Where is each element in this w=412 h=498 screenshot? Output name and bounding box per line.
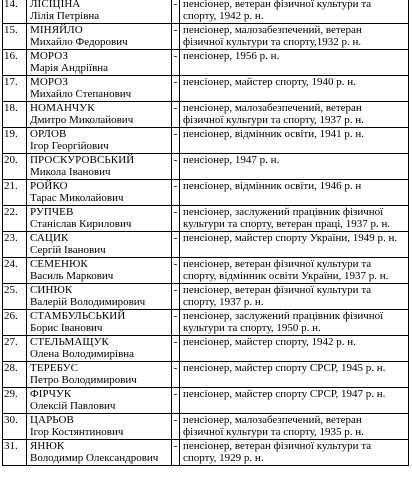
given-name: Сергій Іванович (30, 244, 106, 256)
person-name-cell (27, 0, 172, 24)
given-name: Олена Володимирівна (30, 348, 135, 360)
given-name: Володимир Олександрович (30, 452, 159, 464)
given-name: Олексій Павлович (30, 400, 116, 412)
given-name: Василь Маркович (30, 270, 114, 282)
dash-separator: - (172, 206, 180, 232)
table-row (3, 388, 409, 414)
dash-separator: - (172, 310, 180, 336)
dash-separator: - (172, 24, 180, 50)
given-name: Михайло Федорович (30, 36, 128, 48)
dash-separator: - (172, 232, 180, 258)
given-name: Станіслав Кирилович (30, 218, 132, 230)
person-name-cell (27, 414, 172, 440)
given-name: Валерій Володимирович (30, 296, 146, 308)
row-number: 30. (3, 414, 27, 440)
row-number: 31. (3, 440, 27, 466)
table-row (3, 232, 409, 258)
person-name-cell (27, 362, 172, 388)
description-cell (180, 284, 409, 310)
dash-separator: - (172, 336, 180, 362)
dash-separator: - (172, 76, 180, 102)
surname: ЦАРЬОВ (30, 414, 74, 426)
dash-separator: - (172, 362, 180, 388)
surname: МОРОЗ (30, 76, 68, 88)
description-line-1: пенсіонер, малозабезпечений, ветеран (183, 24, 362, 36)
row-number: 20. (3, 154, 27, 180)
given-name: Марія Андріївна (30, 62, 109, 74)
table-row (3, 284, 409, 310)
table-row (3, 414, 409, 440)
dash-separator: - (172, 414, 180, 440)
person-name-cell (27, 128, 172, 154)
description-line-1: пенсіонер, відмінник освіти, 1941 р. н. (183, 128, 364, 140)
description-line-1: пенсіонер, заслужений працівник фізичної (183, 310, 384, 322)
given-name: Ігор Георгійович (30, 140, 109, 152)
dash-separator: - (172, 128, 180, 154)
surname: СТАМБУЛЬСЬКИЙ (30, 310, 126, 322)
description-cell (180, 206, 409, 232)
description-line-1: пенсіонер, ветеран фізичної культури та (183, 258, 372, 270)
description-line-1: пенсіонер, майстер спорту України, 1949 р. н. (183, 232, 398, 244)
description-line-2: спорту, відмінник освіти України, 1937 р. н. (183, 270, 389, 282)
surname: РОЙКО (30, 180, 68, 192)
surname: САЦИК (30, 232, 69, 244)
dash-separator: - (172, 0, 180, 24)
given-name: Борис Іванович (30, 322, 103, 334)
row-number: 27. (3, 336, 27, 362)
description-line-1: пенсіонер, майстер спорту, 1942 р. н. (183, 336, 356, 348)
row-number: 14. (3, 0, 27, 24)
row-number: 26. (3, 310, 27, 336)
table-row (3, 440, 409, 466)
person-name-cell (27, 258, 172, 284)
table-row (3, 24, 409, 50)
description-cell (180, 414, 409, 440)
description-cell (180, 154, 409, 180)
description-line-2: фізичної культури та спорту, 1935 р. н. (183, 426, 364, 438)
surname: РУПЧЕВ (30, 206, 74, 218)
surname: СТЕЛЬМАЩУК (30, 336, 109, 348)
description-line-2: спорту, 1942 р. н. (183, 10, 264, 22)
dash-separator: - (172, 440, 180, 466)
description-line-1: пенсіонер, 1947 р. н. (183, 154, 280, 166)
row-number: 16. (3, 50, 27, 76)
row-number: 23. (3, 232, 27, 258)
table-row (3, 206, 409, 232)
table-row (3, 258, 409, 284)
person-name-cell (27, 388, 172, 414)
person-name-cell (27, 50, 172, 76)
description-line-2: культури та спорту, ветеран праці, 1937 р. н. (183, 218, 391, 230)
dash-separator: - (172, 102, 180, 128)
person-name-cell (27, 232, 172, 258)
surname: ТЕРЕБУС (30, 362, 79, 374)
description-line-2: фізичної культури та спорту, 1937 р. н. (183, 114, 364, 126)
person-name-cell (27, 24, 172, 50)
description-line-2: спорту, 1929 р. н. (183, 452, 264, 464)
row-number: 21. (3, 180, 27, 206)
table-row (3, 0, 409, 24)
table-row (3, 128, 409, 154)
surname: ПРОСКУРОВСЬКИЙ (30, 154, 135, 166)
dash-separator: - (172, 388, 180, 414)
description-line-1: пенсіонер, майстер спорту, 1940 р. н. (183, 76, 356, 88)
surname: ФІРЧУК (30, 388, 72, 400)
table-row (3, 102, 409, 128)
surname: СЕМЕНЮК (30, 258, 88, 270)
row-number: 24. (3, 258, 27, 284)
person-name-cell (27, 336, 172, 362)
person-name-cell (27, 206, 172, 232)
row-number: 22. (3, 206, 27, 232)
description-line-1: пенсіонер, майстер спорту СРСР, 1947 р. н. (183, 388, 386, 400)
table-row (3, 154, 409, 180)
description-cell (180, 50, 409, 76)
description-line-1: пенсіонер, малозабезпечений, ветеран (183, 414, 362, 426)
description-cell (180, 232, 409, 258)
description-line-1: пенсіонер, майстер спорту СРСР, 1945 р. н. (183, 362, 386, 374)
table-row (3, 310, 409, 336)
description-cell (180, 24, 409, 50)
description-cell (180, 440, 409, 466)
description-line-2: фізичної культури та спорту,1932 р. н. (183, 36, 362, 48)
row-number: 25. (3, 284, 27, 310)
surname: ЛІСІЦІНА (30, 0, 81, 10)
description-cell (180, 258, 409, 284)
row-number: 28. (3, 362, 27, 388)
person-name-cell (27, 440, 172, 466)
description-cell (180, 362, 409, 388)
row-number: 18. (3, 102, 27, 128)
person-name-cell (27, 76, 172, 102)
given-name: Ігор Костянтинович (30, 426, 124, 438)
given-name: Лілія Петрівна (30, 10, 100, 22)
given-name: Дмитро Миколайович (30, 114, 134, 126)
given-name: Петро Володимирович (30, 374, 137, 386)
description-line-1: пенсіонер, ветеран фізичної культури та (183, 0, 372, 10)
table-row (3, 180, 409, 206)
surname: СИНЮК (30, 284, 73, 296)
description-cell (180, 388, 409, 414)
description-cell (180, 76, 409, 102)
given-name: Михайло Степанович (30, 88, 132, 100)
row-number: 29. (3, 388, 27, 414)
people-table (2, 0, 409, 466)
dash-separator: - (172, 154, 180, 180)
description-line-2: спорту, 1937 р. н. (183, 296, 264, 308)
dash-separator: - (172, 50, 180, 76)
person-name-cell (27, 284, 172, 310)
dash-separator: - (172, 180, 180, 206)
description-cell (180, 336, 409, 362)
table-row (3, 76, 409, 102)
row-number: 15. (3, 24, 27, 50)
surname: МІНЯЙЛО (30, 24, 83, 36)
table-row (3, 50, 409, 76)
table-row (3, 362, 409, 388)
given-name: Тарас Миколайович (30, 192, 124, 204)
people-table-body (3, 0, 409, 466)
surname: НОМАНЧУК (30, 102, 95, 114)
given-name: Микола Іванович (30, 166, 111, 178)
description-line-1: пенсіонер, ветеран фізичної культури та (183, 284, 372, 296)
description-line-2: культури та спорту, 1950 р. н. (183, 322, 321, 334)
description-line-1: пенсіонер, малозабезпечений, ветеран (183, 102, 362, 114)
person-name-cell (27, 102, 172, 128)
description-line-1: пенсіонер, заслужений працівник фізичної (183, 206, 384, 218)
description-cell (180, 0, 409, 24)
surname: МОРОЗ (30, 50, 68, 62)
person-name-cell (27, 180, 172, 206)
row-number: 19. (3, 128, 27, 154)
surname: ОРЛОВ (30, 128, 67, 140)
description-cell (180, 180, 409, 206)
description-cell (180, 102, 409, 128)
description-line-1: пенсіонер, відмінник освіти, 1946 р. н (183, 180, 362, 192)
description-line-1: пенсіонер, ветеран фізичної культури та (183, 440, 372, 452)
dash-separator: - (172, 284, 180, 310)
person-name-cell (27, 310, 172, 336)
description-line-1: пенсіонер, 1956 р. н. (183, 50, 280, 62)
table-row (3, 336, 409, 362)
row-number: 17. (3, 76, 27, 102)
description-cell (180, 310, 409, 336)
description-cell (180, 128, 409, 154)
dash-separator: - (172, 258, 180, 284)
person-name-cell (27, 154, 172, 180)
surname: ЯНЮК (30, 440, 65, 452)
